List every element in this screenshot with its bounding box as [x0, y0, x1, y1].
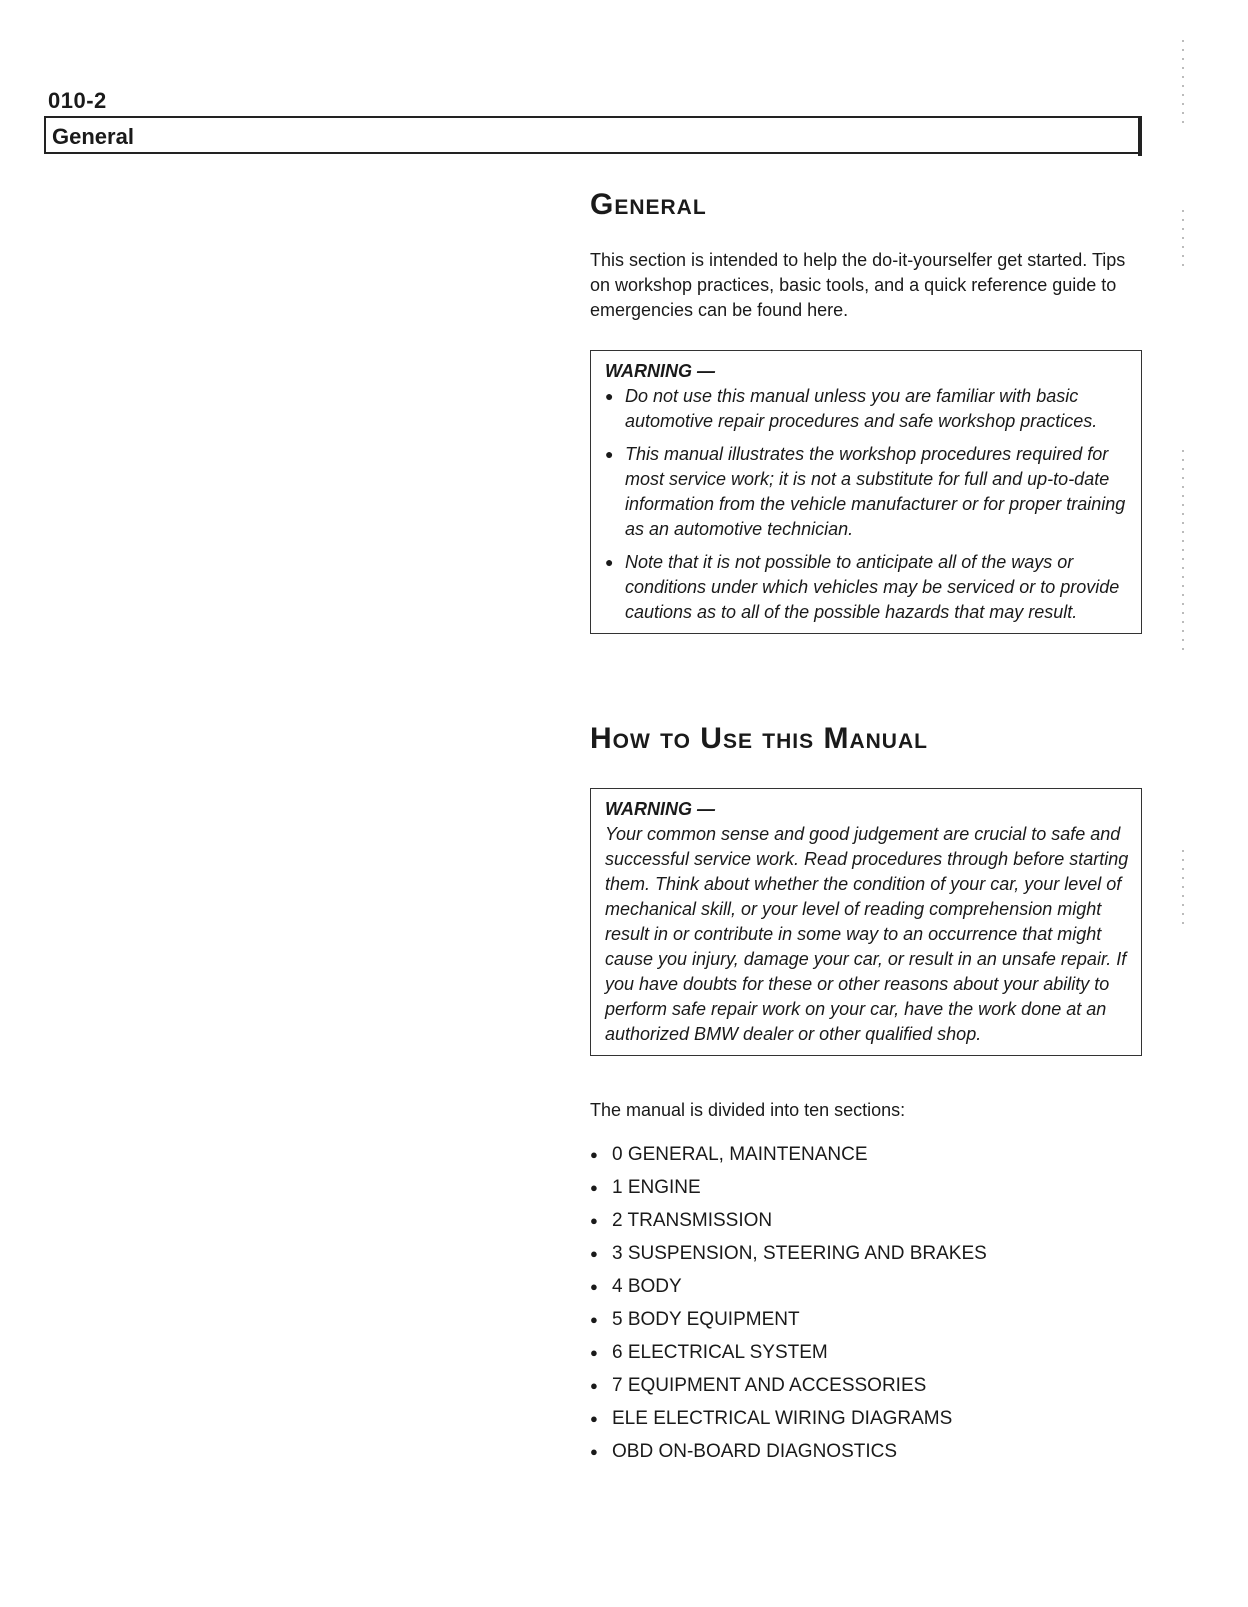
bullet-icon: ●	[590, 1213, 598, 1228]
section-item-text: ELE ELECTRICAL WIRING DIAGRAMS	[612, 1408, 953, 1429]
section-item-text: 3 SUSPENSION, STEERING AND BRAKES	[612, 1243, 987, 1264]
list-item	[590, 1435, 987, 1468]
warning-item	[605, 550, 1129, 625]
bullet-icon: ●	[590, 1312, 598, 1327]
section-item-text: 0 GENERAL, MAINTENANCE	[612, 1144, 868, 1165]
general-heading: General	[590, 188, 707, 221]
warning-list	[605, 384, 1129, 625]
page-number: 010-2	[48, 88, 107, 113]
sections-intro-block	[590, 1098, 1142, 1123]
warning-box-1	[590, 350, 1142, 634]
scan-speck-line	[1182, 850, 1184, 930]
section-label: General	[52, 124, 134, 149]
section-item-text: 2 TRANSMISSION	[612, 1210, 773, 1231]
how-to-use-heading: How to Use this Manual	[590, 722, 928, 755]
section-header-bar	[44, 116, 1142, 154]
section-item-text: 7 EQUIPMENT AND ACCESSORIES	[612, 1375, 927, 1396]
bullet-icon: ●	[605, 554, 614, 570]
list-item	[590, 1204, 987, 1237]
bullet-icon: ●	[590, 1411, 598, 1426]
warning-item	[605, 442, 1129, 542]
bullet-icon: ●	[590, 1279, 598, 1294]
section-item-text: 1 ENGINE	[612, 1177, 701, 1198]
list-item	[590, 1303, 987, 1336]
list-item	[590, 1171, 987, 1204]
warning-title: WARNING —	[605, 799, 715, 819]
bullet-icon: ●	[590, 1378, 598, 1393]
general-section	[590, 188, 1142, 222]
bullet-icon: ●	[605, 388, 614, 404]
warning-title: WARNING —	[605, 361, 715, 381]
bullet-icon: ●	[590, 1180, 598, 1195]
bullet-icon: ●	[590, 1147, 598, 1162]
warning-item-text: Do not use this manual unless you are familiar with basic automotive repair procedures and safe workshop practices.	[625, 386, 1098, 431]
list-item	[590, 1369, 987, 1402]
warning-item	[605, 384, 1129, 434]
section-bar-tab	[1138, 116, 1142, 156]
sections-list	[590, 1138, 987, 1468]
section-item-text: OBD ON-BOARD DIAGNOSTICS	[612, 1441, 898, 1462]
section-item-text: 5 BODY EQUIPMENT	[612, 1309, 800, 1330]
warning-item-text: This manual illustrates the workshop procedures required for most service work; it is not a substitute for full and up-to-date information from the vehicle manufacturer or for proper training as an automotive technician.	[625, 444, 1126, 539]
general-intro: This section is intended to help the do-it-yourselfer get started. Tips on workshop practices, basic tools, and a quick reference guide to emergencies can be found here.	[590, 250, 1126, 320]
list-item	[590, 1138, 987, 1171]
bullet-icon: ●	[590, 1444, 598, 1459]
list-item	[590, 1237, 987, 1270]
sections-intro: The manual is divided into ten sections:	[590, 1100, 906, 1120]
bullet-icon: ●	[590, 1345, 598, 1360]
how-to-use-section	[590, 722, 1142, 756]
scan-speck-line	[1182, 210, 1184, 270]
list-item	[590, 1270, 987, 1303]
scan-speck-line	[1182, 450, 1184, 650]
warning-text: Your common sense and good judgement are crucial to safe and successful service work. Read procedures through before starting them. Think about whether the condition of your car, your level of mechanical skill, or your level of reading comprehension might result in or contribute in some way to an occurrence that might cause you injury, damage your car, or result in an unsafe repair. If you have doubts for these or other reasons about your ability to perform safe repair work on your car, have the work done at an authorized BMW dealer or other qualified shop.	[605, 824, 1129, 1044]
list-item	[590, 1336, 987, 1369]
warning-item-text: Note that it is not possible to anticipate all of the ways or conditions under which vehicles may be serviced or to provide cautions as to all of the possible hazards that may result.	[625, 552, 1120, 622]
section-item-text: 4 BODY	[612, 1276, 682, 1297]
list-item	[590, 1402, 987, 1435]
scan-speck-line	[1182, 40, 1184, 130]
warning-box-2	[590, 788, 1142, 1056]
bullet-icon: ●	[605, 446, 614, 462]
section-item-text: 6 ELECTRICAL SYSTEM	[612, 1342, 828, 1363]
general-intro-block	[590, 248, 1142, 323]
bullet-icon: ●	[590, 1246, 598, 1261]
